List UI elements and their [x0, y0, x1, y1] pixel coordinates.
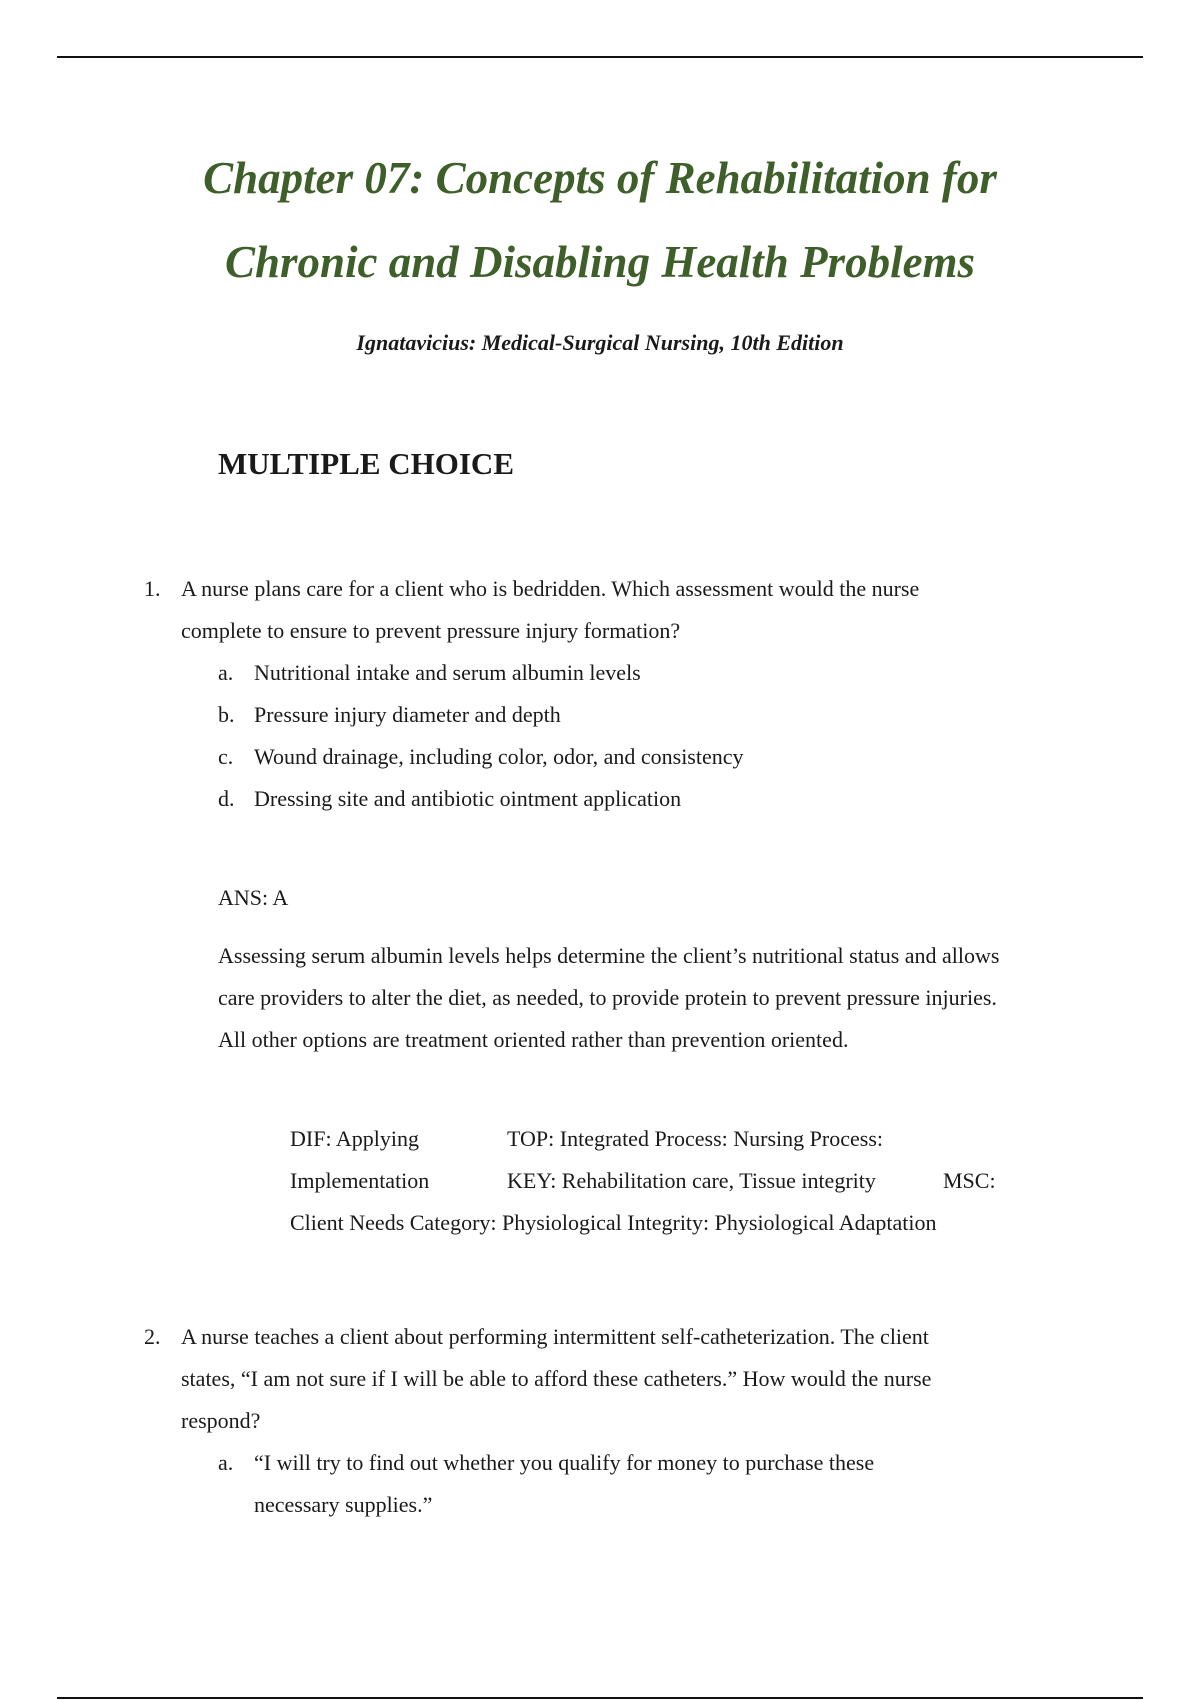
chapter-title-line-1: Chapter 07: Concepts of Rehabilitation for [203, 153, 997, 203]
question-stem-line-2: complete to ensure to prevent pressure injury formation? [181, 618, 681, 643]
option-letter: b. [218, 702, 235, 727]
meta-topic: TOP: Integrated Process: Nursing Process: [507, 1126, 883, 1151]
option-letter: a. [218, 1450, 234, 1475]
question-stem-line-3: respond? [181, 1408, 261, 1433]
question-number: 1. [144, 576, 161, 601]
option-letter: a. [218, 660, 234, 685]
question-stem-line-1: A nurse plans care for a client who is bedridden. Which assessment would the nurse [181, 576, 920, 601]
option-text-line-2: necessary supplies.” [254, 1492, 433, 1517]
option-text: Pressure injury diameter and depth [254, 702, 561, 727]
option-text: Wound drainage, including color, odor, and consistency [254, 744, 744, 769]
option-text-line-1: “I will try to find out whether you qualify for money to purchase these [254, 1450, 875, 1475]
meta-difficulty: DIF: Applying [290, 1126, 419, 1151]
edition-subtitle: Ignatavicius: Medical-Surgical Nursing, 10th Edition [356, 330, 844, 355]
option-letter: d. [218, 786, 235, 811]
question-stem-line-2: states, “I am not sure if I will be able to afford these catheters.” How would the nurse [181, 1366, 932, 1391]
meta-key: KEY: Rehabilitation care, Tissue integrity [507, 1168, 876, 1193]
bottom-rule [57, 1697, 1143, 1699]
answer-label: ANS: A [218, 885, 289, 910]
question-stem-line-1: A nurse teaches a client about performing intermittent self-catheterization. The client [181, 1324, 929, 1349]
option-letter: c. [218, 744, 234, 769]
chapter-title [0, 136, 1200, 304]
option-text: Nutritional intake and serum albumin levels [254, 660, 641, 685]
section-heading: MULTIPLE CHOICE [218, 446, 514, 481]
answer-rationale: Assessing serum albumin levels helps determine the client’s nutritional status and allows care providers to alter the diet, as needed, to provide protein to prevent pressure injuries. All other options are treatment oriented rather than prevention oriented. [218, 943, 1000, 1052]
top-rule [57, 56, 1143, 58]
meta-msc: Client Needs Category: Physiological Integrity: Physiological Adaptation [290, 1210, 937, 1235]
chapter-title-line-2: Chronic and Disabling Health Problems [224, 237, 976, 287]
option-text: Dressing site and antibiotic ointment application [254, 786, 682, 811]
meta-msc-label: MSC: [943, 1168, 996, 1193]
meta-topic-continued: Implementation [290, 1168, 430, 1193]
question-number: 2. [144, 1324, 161, 1349]
